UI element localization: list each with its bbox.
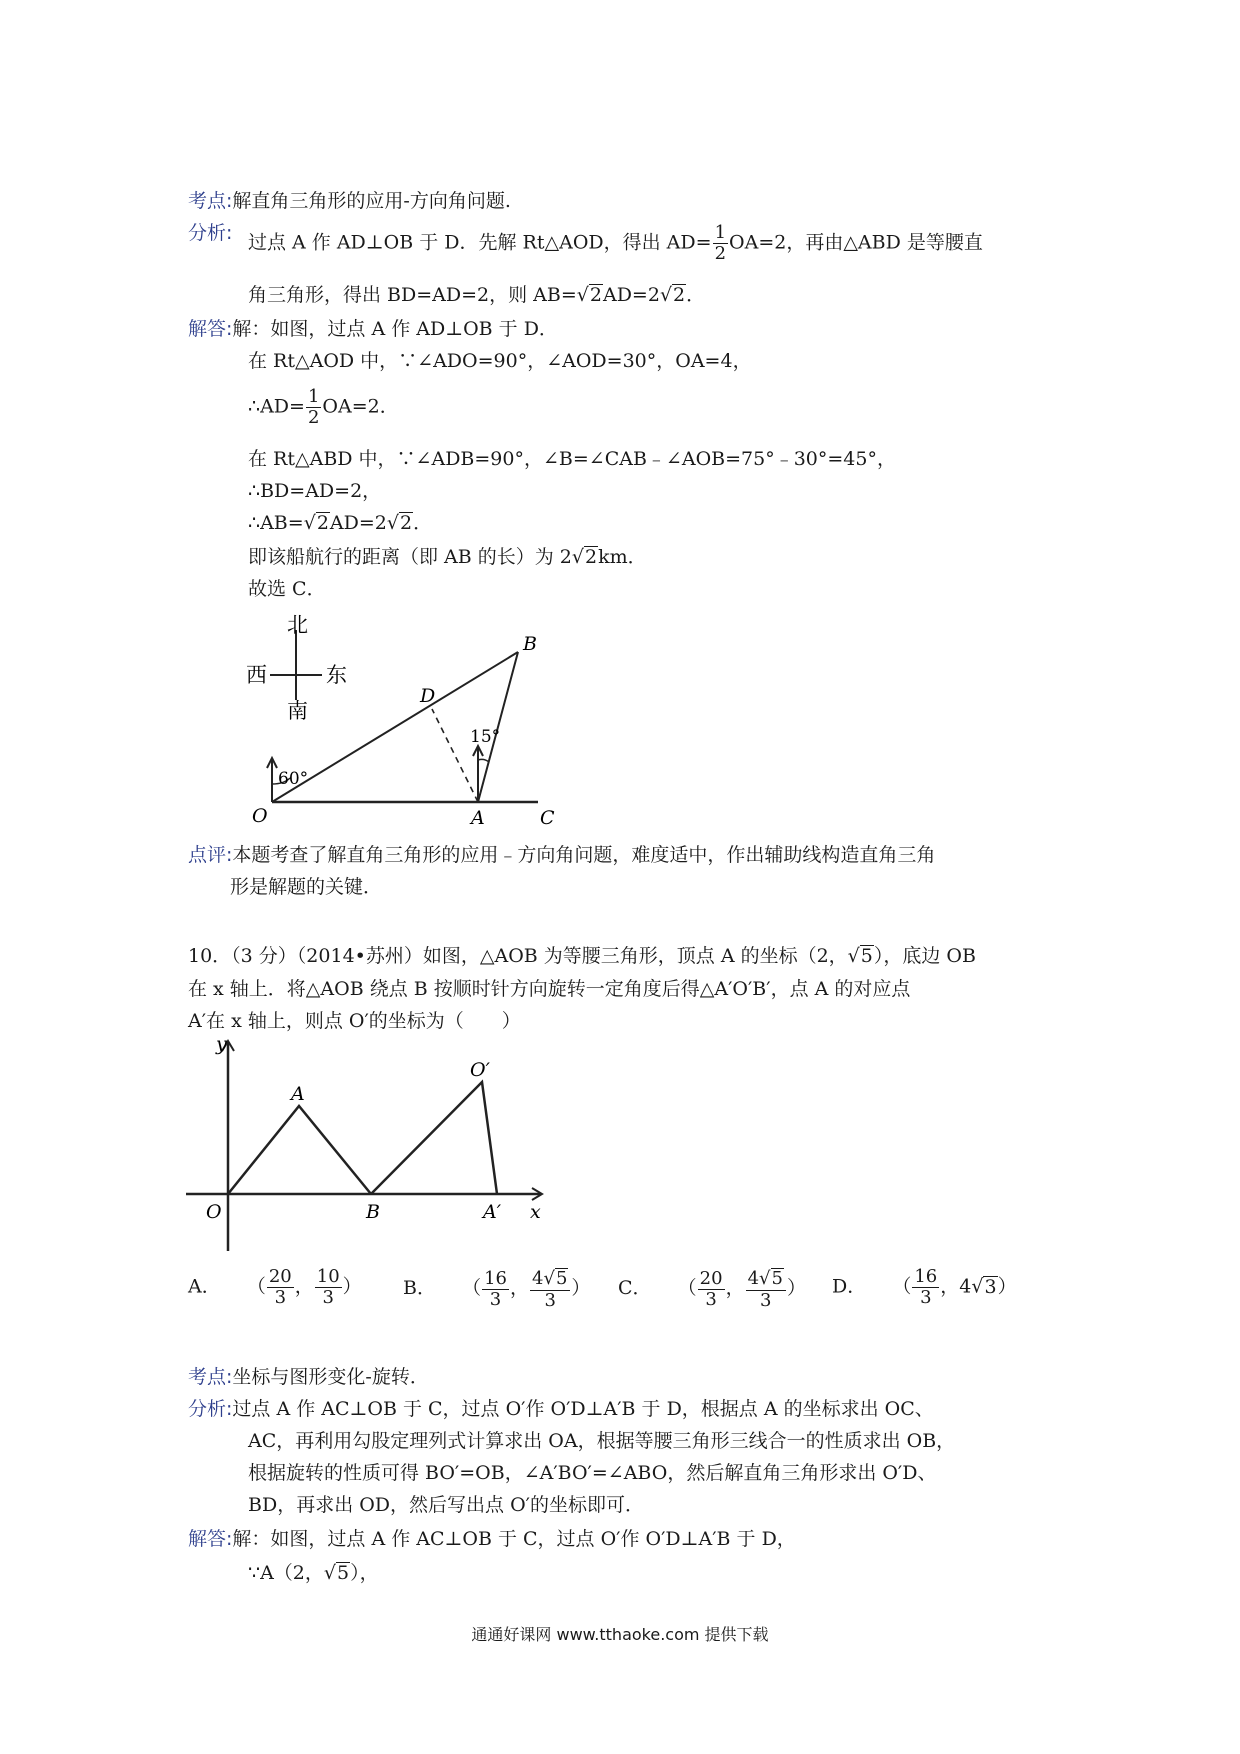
fenxi-line-2: 角三角形，得出 BD=AD=2，则 AB=√2AD=2√2． [248, 284, 706, 306]
option-c[interactable]: C． （ $\frac{20}{3}$ ， $\frac{4√5}{3}$ ） [618, 1267, 806, 1311]
label-angle-15: 15° [470, 727, 501, 747]
dianping-label: 点评: [188, 844, 233, 866]
q10-line-1: 10．（3 分）（2014•苏州）如图，△AOB 为等腰三角形，顶点 A 的坐标（2，√5），底边 OB [188, 945, 976, 967]
angle-arc-15 [478, 759, 489, 762]
sqrt-icon: √ [303, 512, 316, 534]
sqrt-icon: √ [659, 284, 673, 306]
jieda-row-1: 解答:解：如图，过点 A 作 AD⊥OB 于 D． [188, 318, 558, 340]
jieda-label: 解答: [188, 1528, 233, 1550]
sqrt-icon: √ [571, 546, 585, 568]
compass-west: 西 [246, 663, 267, 687]
compass-south: 南 [287, 699, 308, 723]
option-b[interactable]: B． （ $\frac{16}{3}$ ， $\frac{4√5}{3}$ ） [403, 1267, 591, 1311]
kaodian-row [188, 188, 511, 214]
label-b: B [366, 1201, 380, 1223]
q10-fenxi-line-2: AC，再利用勾股定理列式计算求出 OA，根据等腰三角形三线合一的性质求出 OB， [248, 1430, 956, 1452]
q10-fenxi-row-1: 分析:过点 A 作 AC⊥OB 于 C，过点 O′作 O′D⊥A′B 于 D，根据点 A 的坐标求出 OC、 [188, 1398, 934, 1420]
q10-jieda-line-2: ∵A（2，√5）， [248, 1562, 379, 1584]
sqrt-icon: √ [323, 1562, 337, 1584]
dianping-row-1: 点评:本题考查了解直角三角形的应用﹣方向角问题，难度适中，作出辅助线构造直角三角 [188, 844, 936, 866]
fenxi-label: 分析: [188, 1398, 233, 1420]
label-a-prime: A′ [483, 1201, 502, 1223]
q10-line-2: 在 x 轴上．将△AOB 绕点 B 按顺时针方向旋转一定角度后得△A′O′B′，点 A 的对应点 [188, 978, 911, 1000]
jieda-line-3: ∴AD= $\frac{1}{2}$ OA=2． [248, 386, 399, 428]
jieda-line-6: ∴AB=√2AD=2√2． [248, 512, 433, 534]
direction-angle-diagram [240, 612, 570, 827]
fenxi-line-1: 过点 A 作 AD⊥OB 于 D．先解 Rt△AOD，得出 AD= $\frac{1}{2}$ OA=2，再由△ABD 是等腰直 [248, 222, 983, 264]
rotation-diagram [186, 1036, 556, 1258]
label-angle-60: 60° [278, 769, 309, 789]
option-d[interactable]: D． （ $\frac{16}{3}$ ，4√3） [832, 1266, 1017, 1308]
sqrt-icon: √ [847, 945, 860, 967]
label-a: A [471, 807, 485, 827]
jieda-line-7: 即该船航行的距离（即 AB 的长）为 2√2km． [248, 546, 647, 568]
q10-line-3: A′在 x 轴上，则点 O′的坐标为（ ） [188, 1010, 521, 1032]
line-ad-dashed [432, 709, 478, 802]
label-o: O [206, 1201, 222, 1223]
jieda-line-2: 在 Rt△AOD 中，∵∠ADO=90°，∠AOD=30°，OA=4， [248, 350, 752, 372]
label-c: C [540, 807, 555, 827]
jieda-line-4: 在 Rt△ABD 中，∵∠ADB=90°，∠B=∠CAB﹣∠AOB=75°﹣30°=45°， [248, 448, 896, 470]
label-x: x [530, 1201, 541, 1223]
label-b: B [523, 633, 537, 655]
dianping-line-2: 形是解题的关键． [230, 876, 383, 898]
jieda-label: 解答: [188, 318, 233, 340]
label-a: A [291, 1083, 305, 1105]
label-y: y [216, 1036, 227, 1055]
jieda-line-5: ∴BD=AD=2， [248, 480, 382, 502]
q10-fenxi-line-4: BD，再求出 OD，然后写出点 O′的坐标即可． [248, 1494, 644, 1516]
fraction-one-half: $\frac{1}{2}$ [714, 222, 727, 264]
sqrt-icon: √ [386, 512, 399, 534]
fraction-one-half: $\frac{1}{2}$ [307, 386, 320, 428]
option-a[interactable]: A． （ $\frac{20}{3}$ ， $\frac{10}{3}$ ） [188, 1266, 362, 1308]
label-o-prime: O′ [470, 1059, 490, 1081]
kaodian-text: 解直角三角形的应用-方向角问题. [232, 190, 511, 212]
label-d: D [420, 685, 436, 707]
label-o: O [252, 805, 268, 827]
q10-kaodian-row: 考点:坐标与图形变化-旋转． [188, 1366, 429, 1388]
q10-jieda-row-1: 解答:解：如图，过点 A 作 AC⊥OB 于 C，过点 O′作 O′D⊥A′B 于 D， [188, 1528, 796, 1550]
kaodian-label: 考点: [188, 190, 233, 212]
triangle-rotated [371, 1082, 497, 1194]
fenxi-label: 分析: [188, 222, 233, 244]
q10-fenxi-line-3: 根据旋转的性质可得 BO′=OB，∠A′BO′=∠ABO，然后解直角三角形求出 O′D、 [248, 1462, 937, 1484]
kaodian-label: 考点: [188, 1366, 233, 1388]
triangle-aob [228, 1106, 371, 1194]
sqrt-icon: √ [576, 284, 589, 306]
compass-north: 北 [287, 613, 308, 637]
compass-east: 东 [326, 663, 347, 687]
jieda-line-8: 故选 C． [248, 578, 326, 600]
page-footer: 通通好课网 www.tthaoke.com 提供下载 [471, 1625, 769, 1644]
